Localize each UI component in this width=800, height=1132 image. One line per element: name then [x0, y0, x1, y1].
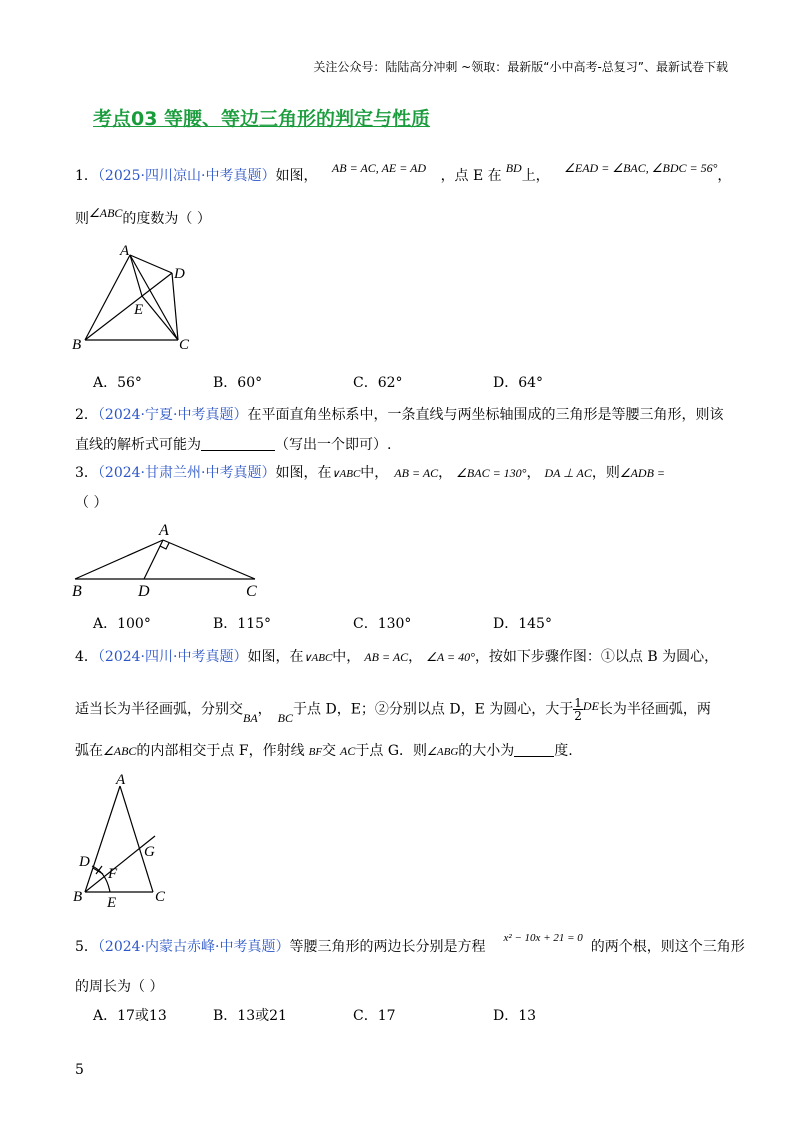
q2-text: 直线的解析式可能为: [75, 437, 201, 453]
q1-label-B: B: [72, 337, 82, 353]
q1-text: 如图，: [275, 168, 318, 184]
q1-seg-EC: [142, 296, 178, 340]
q3-text: ，: [438, 465, 453, 481]
q4-text: 弧在: [75, 743, 103, 759]
q4-math9: AC: [340, 744, 356, 758]
q4-label-G: G: [144, 844, 155, 860]
q1-seg-AC: [130, 255, 178, 340]
q5-text: 等腰三角形的两边长分别是方程: [289, 939, 486, 955]
q5-option-d[interactable]: D．13: [493, 1008, 537, 1024]
q1-math4: ∠ABC: [89, 206, 123, 220]
q4-text: 交: [322, 743, 337, 759]
q2-answer-blank[interactable]: [201, 436, 275, 451]
q1-line1: [75, 161, 732, 185]
q4-label-B: B: [73, 889, 83, 905]
q4-frac-denominator: 2: [574, 709, 582, 723]
q4-frac-numerator: 1: [574, 696, 582, 710]
q1-option-d[interactable]: D．64°: [493, 375, 544, 391]
q4-math6: DE: [582, 698, 599, 713]
q4-math3: ∠A = 40°: [426, 650, 475, 664]
q1-text: 则: [75, 211, 89, 227]
q4-line2: [75, 696, 711, 725]
q3-label-A: A: [159, 522, 169, 539]
q3-math5: ∠ADB =: [619, 466, 666, 480]
q4-math7: ∠ABC: [103, 744, 137, 758]
page-number: 5: [75, 1062, 84, 1078]
q3-options: [0, 613, 800, 633]
q4-source: （2024·四川·中考真题）: [97, 649, 248, 665]
q5-math1: x² − 10x + 21 = 0: [503, 932, 583, 944]
q1-label-A: A: [120, 243, 130, 259]
q4-text: 度.: [554, 743, 573, 759]
q1-seg-AD: [130, 255, 172, 273]
q1-math3: ∠EAD = ∠BAC, ∠BDC = 56°: [564, 161, 718, 175]
q1-figure: [60, 240, 210, 355]
q3-number: 3．: [75, 465, 98, 481]
q1-text: 上，: [521, 168, 550, 184]
q4-line3: [75, 740, 573, 760]
q3-seg-AB: [75, 540, 163, 579]
q5-line2: 的周长为（ ）: [75, 979, 164, 995]
q4-math8: BF: [308, 746, 323, 758]
q3-math3: ∠BAC = 130°: [456, 466, 527, 480]
q5-line1: [75, 932, 745, 956]
q3-label-D: D: [138, 583, 150, 600]
q1-math2: BD: [505, 161, 522, 175]
q3-label-C: C: [246, 583, 257, 600]
q4-math1: ∨ABC: [303, 652, 333, 664]
q4-text: 于点 D，E；②分别以点 D，E 为圆心，大于: [293, 701, 574, 718]
q3-text: ，: [526, 465, 541, 481]
q4-text: 长为半径画弧，两: [598, 701, 711, 718]
q4-math10: ∠ABG: [427, 746, 459, 758]
q5-text: 的两个根，则这个三角形: [590, 939, 745, 955]
q2-source: （2024·宁夏·中考真题）: [97, 407, 248, 423]
q3-text: 中，: [360, 465, 389, 481]
q1-seg-AB: [85, 255, 130, 340]
q3-option-d[interactable]: D．145°: [493, 616, 552, 632]
q1-label-D: D: [174, 266, 185, 282]
q3-math1: ∨ABC: [331, 468, 361, 480]
q1-text: 的度数为（ ）: [122, 211, 211, 227]
q4-text: 如图，在: [247, 649, 304, 665]
q3-seg-AC: [163, 540, 255, 579]
q3-option-b[interactable]: B．115°: [213, 616, 272, 632]
q1-option-a[interactable]: A．56°: [93, 375, 142, 391]
q1-option-b[interactable]: B．60°: [213, 375, 263, 391]
q4-label-D: D: [79, 854, 90, 870]
q3-text: 如图，在: [275, 465, 332, 481]
q4-text: 于点 G．则: [355, 743, 428, 759]
q4-seg-AC: [120, 786, 153, 892]
q2-text: 在平面直角坐标系中，一条直线与两坐标轴围成的三角形是等腰三角形，则该: [247, 407, 724, 423]
section-title: 考点03 等腰、等边三角形的判定与性质: [93, 108, 431, 130]
q4-text: ，按如下步骤作图：①以点 B 为圆心，: [474, 649, 719, 665]
q4-answer-blank[interactable]: [514, 742, 554, 757]
q3-label-B: B: [72, 583, 82, 600]
q2-text: （写出一个即可）.: [275, 437, 392, 453]
q3-line1: [75, 462, 665, 482]
q3-line2: （ ）: [75, 495, 108, 511]
q4-label-C: C: [155, 889, 166, 905]
q5-options: [0, 1005, 800, 1025]
q1-text: ，点 E 在: [440, 168, 502, 184]
q3-figure: [65, 518, 275, 603]
q4-number: 4．: [75, 649, 98, 665]
q4-label-E: E: [107, 895, 117, 911]
q3-math4: DA ⊥ AC: [544, 466, 592, 480]
q3-option-c[interactable]: C．130°: [353, 616, 412, 632]
q4-text: ，: [257, 701, 272, 718]
q3-text: ，则: [591, 465, 620, 481]
q1-option-c[interactable]: C．62°: [353, 375, 403, 391]
q5-option-a[interactable]: A．17或13: [93, 1008, 167, 1024]
q3-option-a[interactable]: A．100°: [93, 616, 151, 632]
q4-text: ，: [408, 649, 423, 665]
q4-figure: [68, 770, 188, 912]
q5-option-c[interactable]: C．17: [353, 1008, 396, 1024]
q4-math4: BA: [243, 710, 258, 725]
q4-math5: BC: [277, 710, 294, 725]
q5-source: （2024·内蒙古赤峰·中考真题）: [97, 939, 290, 955]
q1-number: 1．: [75, 168, 98, 184]
q1-math1: AB = AC, AE = AD: [331, 161, 427, 175]
q2-line2: [75, 434, 391, 454]
q4-label-A: A: [116, 772, 126, 788]
q1-seg-AE: [130, 255, 142, 296]
q4-line1: [75, 646, 718, 666]
q4-fraction: [573, 697, 583, 722]
q2-line1: [75, 404, 723, 424]
page-header: 关注公众号：陆陆高分冲刺 ~领取：最新版“小中高考-总复习”、最新试卷下载: [313, 60, 728, 74]
q1-line2: [75, 208, 211, 228]
q4-text: 中，: [332, 649, 361, 665]
q4-text: 的内部相交于点 F，作射线: [136, 743, 305, 759]
q1-text: ，: [717, 168, 732, 184]
q4-math2: AB = AC: [364, 650, 409, 664]
q5-number: 5．: [75, 939, 98, 955]
q4-text: 适当长为半径画弧，分别交: [75, 701, 243, 718]
q1-label-E: E: [134, 302, 144, 318]
q4-label-F: F: [108, 866, 118, 882]
q1-source: （2025·四川凉山·中考真题）: [97, 168, 276, 184]
q2-number: 2．: [75, 407, 98, 423]
q4-text: 的大小为: [458, 743, 515, 759]
q1-label-C: C: [179, 337, 190, 353]
q3-source: （2024·甘肃兰州·中考真题）: [97, 465, 276, 481]
q5-option-b[interactable]: B．13或21: [213, 1008, 287, 1024]
q3-math2: AB = AC: [394, 466, 439, 480]
q1-options: [0, 372, 800, 392]
